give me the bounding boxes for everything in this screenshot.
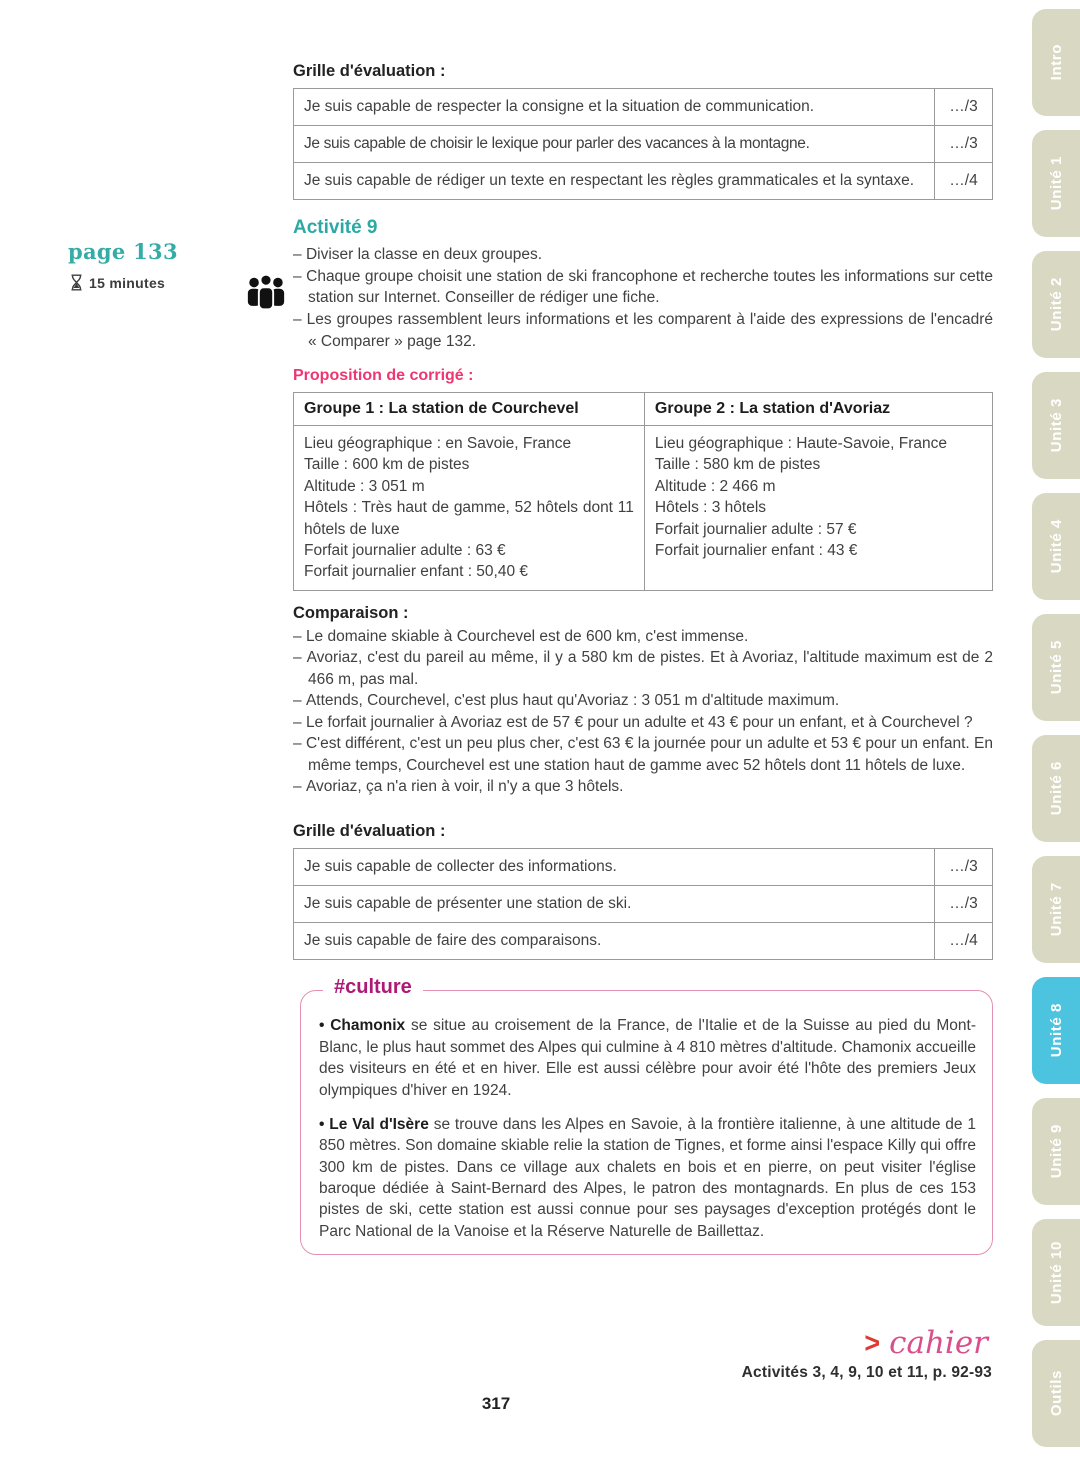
dialogue-line: – Le forfait journalier à Avoriaz est de 57 € pour un adulte et 43 € pour un enfant, et à Courchevel ? — [293, 712, 993, 734]
evaluation-table-1 — [293, 88, 993, 200]
dialogue-line: – Avoriaz, c'est du pareil au même, il y a 580 km de pistes. Et à Avoriaz, l'altitude maximum est de 2 466 m, pas mal. — [293, 647, 993, 690]
culture-text: se trouve dans les Alpes en Savoie, à la frontière italienne, à une altitude de 1 850 mètres. Son domaine skiable relie la station de Tignes, et forme ainsi l'espace Killy qui offre 300 km de pistes. Dans ce village aux chalets en bois et en pierre, on peut visiter l'église baroque dédiée à Saint-Bernard des Alpes, le patron des montagnards. En plus de ces 153 pistes de ski, cette station est aussi connue pour ses paysages d'exception protégés dont le Parc National de la Vanoise et la Réserve Naturelle de Baillettaz. — [319, 1115, 977, 1240]
activity-step: – Diviser la classe en deux groupes. — [293, 244, 993, 266]
station-comparison-table — [293, 392, 993, 591]
tab-label: Unité 10 — [1047, 1240, 1065, 1305]
tab-label: Unité 5 — [1047, 640, 1065, 695]
tab-unite-10[interactable] — [1032, 1219, 1080, 1326]
column-header-groupe-1: Groupe 1 : La station de Courchevel — [294, 393, 645, 426]
comparison-dialogue — [293, 626, 993, 798]
table-row — [294, 126, 993, 163]
comparison-title: Comparaison : — [293, 603, 409, 622]
workbook-activities-reference: Activités 3, 4, 9, 10 et 11, p. 92-93 — [741, 1364, 992, 1381]
criterion-cell: Je suis capable de choisir le lexique pour parler des vacances à la montagne. — [294, 126, 935, 163]
table-row — [294, 848, 993, 885]
column-header-groupe-2: Groupe 2 : La station d'Avoriaz — [644, 393, 992, 426]
evaluation-table-2 — [293, 848, 993, 960]
bullet-icon: • — [319, 1115, 330, 1133]
page-number: 317 — [481, 1394, 511, 1413]
tab-unite-7[interactable] — [1032, 856, 1080, 963]
table-row — [294, 89, 993, 126]
dialogue-line: – Attends, Courchevel, c'est plus haut qu'Avoriaz : 3 051 m d'altitude maximum. — [293, 690, 993, 712]
hourglass-icon — [70, 274, 83, 291]
fact-line: Forfait journalier enfant : 43 € — [654, 541, 858, 559]
score-cell: …/3 — [935, 886, 993, 923]
tab-intro[interactable] — [1032, 9, 1080, 116]
fact-line: Forfait journalier adulte : 57 € — [654, 520, 857, 538]
culture-item-val-disere — [319, 1114, 976, 1242]
tab-label: Unité 6 — [1047, 761, 1065, 816]
dialogue-line: – Avoriaz, ça n'a rien à voir, il n'y a que 3 hôtels. — [293, 776, 993, 798]
activity-steps — [293, 244, 993, 352]
table-header-row — [294, 393, 993, 426]
table-row — [294, 163, 993, 200]
table-row — [294, 886, 993, 923]
tab-label: Unité 9 — [1047, 1124, 1065, 1179]
score-cell: …/3 — [935, 126, 993, 163]
tab-label: Outils — [1047, 1370, 1065, 1417]
proposition-label: Proposition de corrigé : — [293, 367, 474, 385]
fact-line: Forfait journalier adulte : 63 € — [304, 541, 506, 559]
fact-line: Hôtels : Très haut de gamme, 52 hôtels dont 11 hôtels de luxe — [304, 499, 634, 538]
tab-label: Unité 8 — [1047, 1003, 1065, 1058]
fact-line: Taille : 600 km de pistes — [304, 456, 470, 474]
tab-unite-1[interactable] — [1032, 130, 1080, 237]
criterion-cell: Je suis capable de collecter des informations. — [294, 848, 935, 885]
tab-unite-8[interactable] — [1032, 977, 1080, 1084]
eval-grid-2-title: Grille d'évaluation : — [293, 821, 446, 840]
tab-unite-6[interactable] — [1032, 735, 1080, 842]
page-reference: page 133 — [68, 239, 178, 264]
score-cell: …/3 — [935, 848, 993, 885]
tab-unite-5[interactable] — [1032, 614, 1080, 721]
score-cell: …/4 — [935, 163, 993, 200]
bullet-icon: • — [319, 1017, 331, 1035]
fact-line: Hôtels : 3 hôtels — [654, 499, 767, 517]
tab-unite-9[interactable] — [1032, 1098, 1080, 1205]
tab-label: Unité 4 — [1047, 519, 1065, 574]
activity-step: – Chaque groupe choisit une station de ski francophone et recherche toutes les informations sur cette station sur Internet. Conseiller de rédiger une fiche. — [293, 266, 993, 309]
criterion-cell: Je suis capable de rédiger un texte en respectant les règles grammaticales et la syntaxe. — [294, 163, 935, 200]
culture-item-chamonix — [319, 1015, 976, 1101]
dialogue-line: – C'est différent, c'est un peu plus cher, c'est 63 € la journée pour un adulte et 53 € pour un enfant. En même temps, Courchevel est une station haut de gamme avec 52 hôtels dont 11 hôtels de luxe. — [293, 733, 993, 776]
criterion-cell: Je suis capable de respecter la consigne et la situation de communication. — [294, 89, 935, 126]
tab-unite-4[interactable] — [1032, 493, 1080, 600]
fact-line: Altitude : 2 466 m — [654, 477, 776, 495]
activity-title: Activité 9 — [293, 217, 378, 239]
culture-box-title: #culture — [323, 976, 423, 999]
criterion-cell: Je suis capable de présenter une station de ski. — [294, 886, 935, 923]
cahier-label: cahier — [889, 1325, 988, 1361]
fact-line: Lieu géographique : Haute-Savoie, France — [654, 435, 947, 453]
score-cell: …/4 — [935, 923, 993, 960]
content-column — [293, 62, 993, 1255]
fact-line: Forfait journalier enfant : 50,40 € — [304, 563, 529, 581]
table-row — [294, 923, 993, 960]
culture-term: Le Val d'Isère — [329, 1115, 429, 1133]
score-cell: …/3 — [935, 89, 993, 126]
tab-unite-3[interactable] — [1032, 372, 1080, 479]
fact-line: Taille : 580 km de pistes — [654, 456, 821, 474]
fact-line: Lieu géographique : en Savoie, France — [304, 435, 572, 453]
cahier-arrow-icon: > — [864, 1327, 881, 1359]
activity-step: – Les groupes rassemblent leurs informations et les comparent à l'aide des expressions de l'encadré « Comparer » page 132. — [293, 309, 993, 352]
culture-term: Chamonix — [330, 1017, 406, 1035]
culture-text: se situe au croisement de la France, de l'Italie et de la Suisse au pied du Mont-Blanc, le plus haut sommet des Alpes qui culmine à 4 810 mètres d'altitude. Chamonix accueille des visiteurs en été et en hiver. Elle est aussi célèbre pour avoir été l'hôte des premiers Jeux olympiques d'hiver en 1924. — [319, 1017, 976, 1099]
tab-unite-2[interactable] — [1032, 251, 1080, 358]
tab-label: Unité 7 — [1047, 882, 1065, 937]
culture-box — [300, 976, 993, 1255]
tab-label: Unité 3 — [1047, 398, 1065, 453]
dialogue-line: – Le domaine skiable à Courchevel est de 600 km, c'est immense. — [293, 626, 993, 648]
criterion-cell: Je suis capable de faire des comparaisons. — [294, 923, 935, 960]
tab-outils[interactable] — [1032, 1340, 1080, 1447]
tab-label: Unité 2 — [1047, 277, 1065, 332]
groupe-2-cell — [644, 426, 992, 591]
group-of-people-icon — [245, 273, 287, 315]
fact-line: Altitude : 3 051 m — [304, 477, 425, 495]
cahier-reference — [864, 1325, 988, 1361]
duration-label: 15 minutes — [89, 274, 166, 291]
tab-label: Intro — [1047, 44, 1065, 81]
tab-label: Unité 1 — [1047, 156, 1065, 211]
eval-grid-1-title: Grille d'évaluation : — [293, 62, 446, 80]
groupe-1-cell — [294, 426, 645, 591]
table-row — [294, 426, 993, 591]
duration-note — [70, 274, 165, 291]
